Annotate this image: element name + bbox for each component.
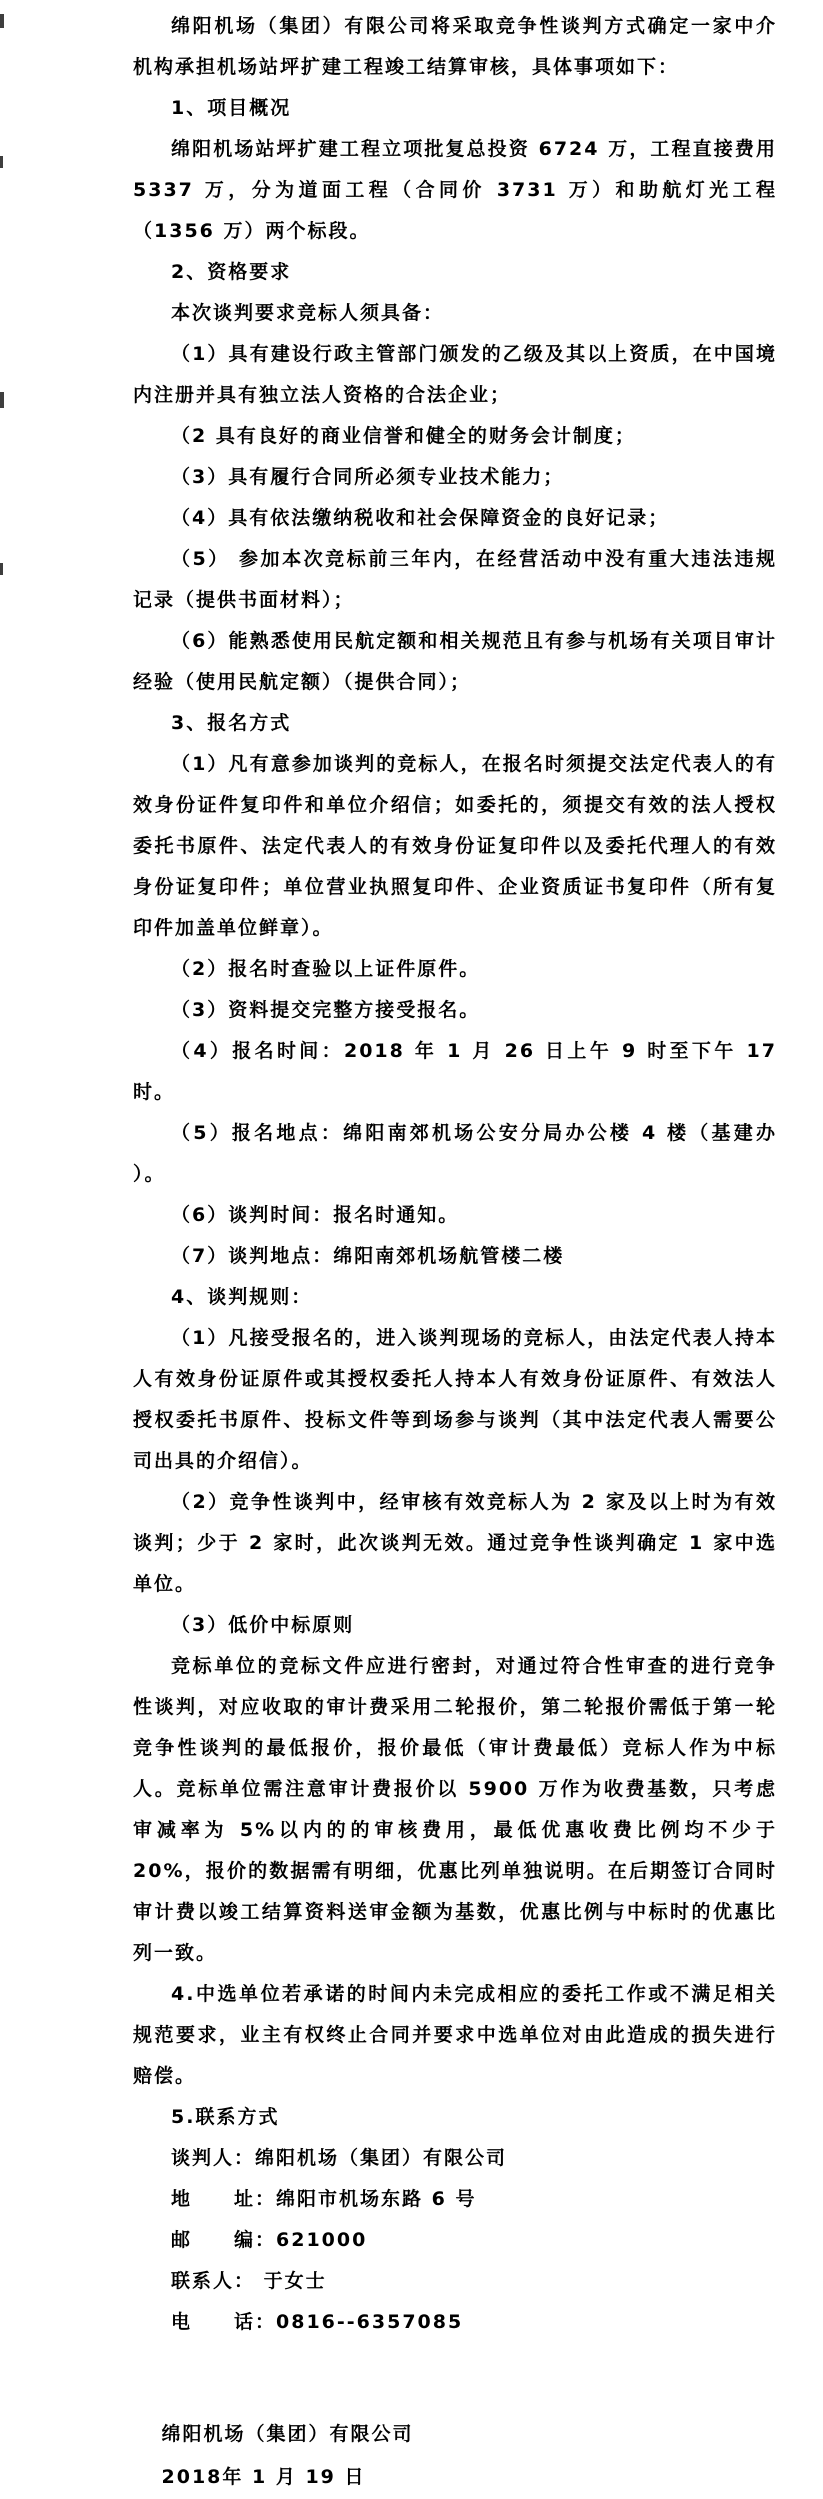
scan-artifact [0, 563, 3, 575]
intro-paragraph: 绵阳机场（集团）有限公司将采取竞争性谈判方式确定一家中介机构承担机场站坪扩建工程竣工结算审核，具体事项如下： [133, 15, 777, 78]
document-body [133, 6, 777, 2343]
signup-item-3: （3）资料提交完整方接受报名。 [171, 999, 481, 1021]
bidding-detail-paragraph: 竞标单位的竞标文件应进行密封，对通过符合性审查的进行竞争性谈判，对应收取的审计费采用二轮报价，第二轮报价需低于第一轮竞争性谈判的最低报价，报价最低（审计费最低）竞标人作为中标人。竞标单位需注意审计费报价以 5900 万作为收费基数，只考虑审减率为 5%以内的的审核费用，最低优惠收费比例均不少于 20%，报价的数据需有明细，优惠比列单独说明。在后期签订合同时审计费以竣工结算资料送审金额为基数，优惠比例与中标时的优惠比列一致。 [133, 1655, 777, 1964]
qualification-intro: 本次谈判要求竞标人须具备： [171, 302, 445, 324]
rule-item-3: （3）低价中标原则 [171, 1614, 355, 1636]
scan-artifact [0, 392, 4, 408]
contact-postcode-line: 邮 编：621000 [171, 2229, 368, 2251]
heading-project-overview: 1、项目概况 [171, 97, 292, 119]
signup-item-2: （2）报名时查验以上证件原件。 [171, 958, 481, 980]
heading-qualification: 2、资格要求 [171, 261, 292, 283]
scan-artifact [0, 156, 3, 168]
scan-artifact [0, 14, 4, 28]
signup-item-6: （6）谈判时间：报名时通知。 [171, 1204, 460, 1226]
rule-item-1: （1）凡接受报名的，进入谈判现场的竞标人，由法定代表人持本人有效身份证原件或其授权委托人持本人有效身份证原件、有效法人授权委托书原件、投标文件等到场参与谈判（其中法定代表人需要公司出具的介绍信）。 [133, 1327, 777, 1472]
qualification-item-5: （5） 参加本次竞标前三年内，在经营活动中没有重大违法违规记录（提供书面材料）； [133, 548, 777, 611]
signup-item-1: （1）凡有意参加谈判的竞标人，在报名时须提交法定代表人的有效身份证件复印件和单位介绍信；如委托的，须提交有效的法人授权委托书原件、法定代表人的有效身份证复印件以及委托代理人的有效身份证复印件；单位营业执照复印件、企业资质证书复印件（所有复印件加盖单位鲜章）。 [133, 753, 777, 939]
signup-item-5: （5）报名地点：绵阳南郊机场公安分局办公楼 4 楼（基建办 ）。 [133, 1122, 777, 1185]
contact-address-line: 地 址：绵阳市机场东路 6 号 [171, 2188, 477, 2210]
signup-item-7: （7）谈判地点：绵阳南郊机场航管楼二楼 [171, 1245, 565, 1267]
qualification-item-6: （6）能熟悉使用民航定额和相关规范且有参与机场有关项目审计经验（使用民航定额）（提供合同）； [133, 630, 777, 693]
rule-item-2: （2）竞争性谈判中，经审核有效竞标人为 2 家及以上时为有效谈判；少于 2 家时，此次谈判无效。通过竞争性谈判确定 1 家中选单位。 [133, 1491, 777, 1595]
heading-contact: 5.联系方式 [171, 2106, 280, 2128]
contact-negotiator-line: 谈判人：绵阳机场（集团）有限公司 [171, 2147, 508, 2169]
signature-company: 绵阳机场（集团）有限公司 [161, 2423, 414, 2445]
qualification-item-1: （1）具有建设行政主管部门颁发的乙级及其以上资质，在中国境内注册并具有独立法人资格的合法企业； [133, 343, 777, 406]
breach-clause-paragraph: 4.中选单位若承诺的时间内未完成相应的委托工作或不满足相关规范要求，业主有权终止合同并要求中选单位对由此造成的损失进行赔偿。 [133, 1983, 777, 2087]
qualification-item-4: （4）具有依法缴纳税收和社会保障资金的良好记录； [171, 507, 670, 529]
signup-item-4: （4）报名时间：2018 年 1 月 26 日上午 9 时至下午 17 时。 [133, 1040, 777, 1103]
contact-phone-line: 电 话：0816--6357085 [171, 2311, 464, 2333]
qualification-item-2: （2 具有良好的商业信誉和健全的财务会计制度； [171, 425, 636, 447]
project-overview-paragraph: 绵阳机场站坪扩建工程立项批复总投资 6724 万，工程直接费用 5337 万，分为道面工程（合同价 3731 万）和助航灯光工程（1356 万）两个标段。 [133, 138, 777, 242]
signature-date: 2018年 1 月 19 日 [161, 2466, 366, 2488]
contact-person-line: 联系人： 于女士 [171, 2270, 327, 2292]
qualification-item-3: （3）具有履行合同所必须专业技术能力； [171, 466, 565, 488]
signature-block [133, 2413, 777, 2499]
heading-signup: 3、报名方式 [171, 712, 292, 734]
heading-negotiation-rules: 4、谈判规则： [171, 1286, 313, 1308]
